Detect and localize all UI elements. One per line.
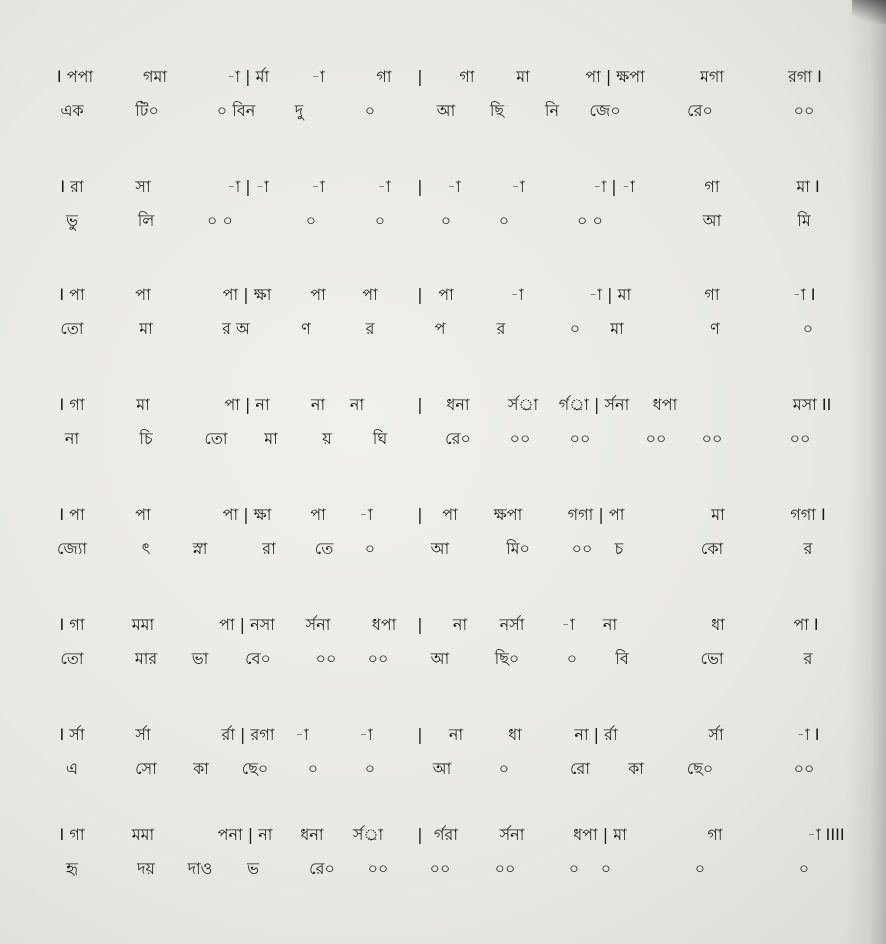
notation-row-3	[0, 280, 886, 390]
swara-line	[0, 610, 886, 640]
swara-line	[0, 172, 886, 202]
lyric-syllable: আ	[436, 101, 456, 120]
swara-note: I পা	[59, 285, 85, 304]
lyric-syllable: ০	[364, 101, 376, 120]
swara-note: র্সা	[135, 725, 151, 744]
lyric-syllable: ভা	[191, 649, 209, 668]
swara-note: -া	[359, 505, 373, 524]
lyric-syllable: ০০	[494, 859, 516, 878]
lyric-syllable: মি	[797, 211, 811, 230]
swara-note: পা	[310, 285, 326, 304]
swara-note: পা | না	[224, 395, 270, 414]
lyric-line	[0, 534, 886, 564]
lyric-syllable: চি	[139, 429, 153, 448]
swara-note: গমা	[142, 67, 168, 86]
swara-note: পা	[310, 505, 326, 524]
lyric-syllable: না	[64, 429, 80, 448]
bar-line: |	[417, 615, 423, 634]
swara-note: না | র্রা	[574, 725, 618, 744]
swara-note: গগা | পা	[567, 505, 625, 524]
notation-row-1	[0, 62, 886, 172]
bar-line: |	[417, 395, 423, 414]
lyric-syllable: রা	[262, 539, 276, 558]
swara-line	[0, 390, 886, 420]
lyric-syllable: ভো	[700, 649, 724, 668]
swara-note: -া I	[796, 725, 820, 744]
lyric-syllable: টি০	[135, 101, 159, 120]
lyric-syllable: ০০	[509, 429, 531, 448]
notation-row-4	[0, 390, 886, 500]
lyric-syllable: জে০	[589, 101, 621, 120]
lyric-syllable: ভ	[247, 859, 259, 878]
bar-line: |	[417, 725, 423, 744]
swara-note: র্সনা	[305, 615, 331, 634]
lyric-syllable: য়	[322, 429, 332, 448]
lyric-syllable: ০০	[789, 429, 811, 448]
lyric-syllable: ০	[305, 211, 317, 230]
swara-note: ধপা	[371, 615, 397, 634]
swara-note: গা	[707, 825, 723, 844]
lyric-syllable: বি	[615, 649, 629, 668]
bar-line: |	[417, 825, 423, 844]
lyric-syllable: ০০	[315, 649, 337, 668]
notation-row-6	[0, 610, 886, 720]
swara-line	[0, 500, 886, 530]
lyric-syllable: ছি০	[494, 649, 520, 668]
swara-note: পা | ক্ষা	[222, 285, 272, 304]
lyric-syllable: ০	[694, 859, 706, 878]
lyric-syllable: ঘি	[372, 429, 388, 448]
lyric-syllable: ০	[568, 859, 580, 878]
swara-note: পা	[438, 285, 454, 304]
lyric-syllable: দয়	[137, 859, 155, 878]
swara-note: পা | নসা	[219, 615, 275, 634]
swara-line	[0, 820, 886, 850]
lyric-syllable: ৎ	[141, 539, 151, 558]
swara-note: নর্সা	[499, 615, 525, 634]
swara-note: রগা I	[788, 67, 822, 86]
lyric-syllable: মি০	[506, 539, 530, 558]
swara-note: ধা	[711, 615, 725, 634]
lyric-syllable: ০০	[429, 859, 451, 878]
lyric-syllable: ণ	[710, 319, 720, 338]
lyric-syllable: ০০	[569, 429, 591, 448]
swara-note: না	[452, 615, 468, 634]
lyric-syllable: ০	[440, 211, 452, 230]
swara-note: I পা	[59, 505, 85, 524]
swara-note: মসা II	[792, 395, 832, 414]
lyric-syllable: আ	[430, 539, 450, 558]
swara-note: পা	[442, 505, 458, 524]
lyric-syllable: রো	[570, 759, 590, 778]
swara-note: গগা I	[790, 505, 826, 524]
lyric-syllable: তো	[60, 649, 84, 668]
swara-note: -া	[359, 725, 373, 744]
swara-note: সা	[135, 177, 151, 196]
lyric-syllable: র অ	[222, 319, 250, 338]
swara-note: পা | ক্ষপা	[585, 67, 645, 86]
swara-note: পা I	[793, 615, 819, 634]
swara-note: -া IIII	[807, 825, 845, 844]
swara-note: মমা	[131, 615, 155, 634]
swara-note: গা	[704, 285, 720, 304]
lyric-syllable: ০	[307, 759, 319, 778]
lyric-syllable: ০	[498, 211, 510, 230]
swara-note: র্সা	[708, 725, 724, 744]
lyric-syllable: ছে০	[241, 759, 269, 778]
swara-line	[0, 720, 886, 750]
swara-note: গা	[376, 67, 392, 86]
swara-note: পা	[362, 285, 378, 304]
swara-note: -া	[561, 615, 575, 634]
swara-note: -া	[511, 177, 525, 196]
swara-note: ধা	[508, 725, 522, 744]
lyric-syllable: ০০	[793, 101, 815, 120]
swara-note: ধনা	[300, 825, 324, 844]
lyric-syllable: জ্যো	[56, 539, 88, 558]
notation-row-2	[0, 172, 886, 282]
lyric-syllable: ভু	[66, 211, 78, 230]
lyric-syllable: মা	[610, 319, 624, 338]
lyric-syllable: বে০	[245, 649, 271, 668]
swara-note: -া | মা	[588, 285, 632, 304]
swara-line	[0, 62, 886, 92]
swara-note: -া	[447, 177, 461, 196]
lyric-syllable: ০	[798, 859, 810, 878]
swara-note: ধপা	[652, 395, 678, 414]
lyric-syllable: ০০	[571, 539, 593, 558]
lyric-syllable: এ	[65, 759, 79, 778]
swara-note: না	[602, 615, 618, 634]
lyric-syllable: ০	[802, 319, 814, 338]
lyric-syllable: স্না	[192, 539, 208, 558]
notation-row-7	[0, 720, 886, 830]
notation-row-5	[0, 500, 886, 610]
swara-note: -া	[295, 725, 309, 744]
swara-note: ধপা | মা	[573, 825, 627, 844]
swara-note: -া	[311, 177, 325, 196]
lyric-syllable: ছে০	[686, 759, 714, 778]
lyric-syllable: ০ ০	[577, 211, 603, 230]
swara-note: গা	[704, 177, 720, 196]
swara-note: পা | ক্ষা	[222, 505, 272, 524]
swara-note: -া | -া	[593, 177, 635, 196]
lyric-syllable: চ	[614, 539, 624, 558]
bar-line: |	[417, 505, 423, 524]
swara-note: না	[349, 395, 365, 414]
lyric-syllable: ০	[364, 759, 376, 778]
swara-note: র্গর্া | র্সনা	[558, 395, 630, 414]
lyric-syllable: ছি	[489, 101, 505, 120]
lyric-syllable: আ	[432, 759, 452, 778]
lyric-syllable: রে০	[309, 859, 335, 878]
lyric-syllable: এক	[60, 101, 84, 120]
swara-note: -া | র্মা	[226, 67, 270, 86]
lyric-syllable: মার	[134, 649, 158, 668]
swara-note: ধনা	[446, 395, 470, 414]
lyric-syllable: ০	[600, 859, 612, 878]
lyric-syllable: ০০	[701, 429, 723, 448]
swara-note: র্গরা	[434, 825, 458, 844]
lyric-syllable: ০ ০	[207, 211, 233, 230]
lyric-syllable: ০ বিন	[216, 101, 256, 120]
swara-line	[0, 280, 886, 310]
lyric-syllable: ০	[566, 649, 578, 668]
lyric-syllable: ০	[364, 539, 376, 558]
bar-line: |	[417, 67, 423, 86]
lyric-line	[0, 314, 886, 344]
swara-note: I র্সা	[59, 725, 85, 744]
swara-note: I গা	[59, 395, 85, 414]
swara-note: I পপা	[56, 67, 94, 86]
lyric-syllable: তো	[204, 429, 228, 448]
swara-note: র্সর্া	[352, 825, 384, 844]
lyric-line	[0, 644, 886, 674]
swara-note: না	[448, 725, 464, 744]
lyric-syllable: কো	[700, 539, 724, 558]
lyric-syllable: ০০	[793, 759, 815, 778]
lyric-syllable: কা	[193, 759, 209, 778]
swara-note: মা	[711, 505, 725, 524]
swara-note: না	[310, 395, 326, 414]
lyric-syllable: সো	[135, 759, 157, 778]
page-corner-shadow	[852, 0, 886, 24]
swara-note: I গা	[59, 825, 85, 844]
lyric-syllable: ০০	[367, 859, 389, 878]
swara-note: মমা	[131, 825, 155, 844]
lyric-syllable: ০	[498, 759, 510, 778]
lyric-syllable: র	[496, 319, 506, 338]
swara-note: ক্ষপা	[493, 505, 523, 524]
swara-note: র্রা | রগা	[221, 725, 275, 744]
swara-note: -া	[377, 177, 391, 196]
swara-note: মগা	[699, 67, 725, 86]
swara-note: I গা	[59, 615, 85, 634]
lyric-syllable: আ	[430, 649, 450, 668]
lyric-syllable: দাও	[187, 859, 213, 878]
lyric-syllable: ০০	[367, 649, 389, 668]
lyric-line	[0, 424, 886, 454]
swara-note: মা	[136, 395, 150, 414]
lyric-syllable: দু	[294, 101, 304, 120]
swara-note: -া	[311, 67, 325, 86]
bar-line: |	[417, 285, 423, 304]
lyric-syllable: হৃ	[66, 859, 78, 878]
lyric-syllable: ০০	[645, 429, 667, 448]
lyric-syllable: ০	[374, 211, 386, 230]
lyric-syllable: ০	[569, 319, 581, 338]
swara-note: পনা | না	[217, 825, 273, 844]
lyric-syllable: প	[434, 319, 446, 338]
lyric-syllable: নি	[544, 101, 560, 120]
lyric-syllable: তে	[314, 539, 334, 558]
lyric-syllable: মা	[264, 429, 278, 448]
lyric-syllable: মা	[139, 319, 153, 338]
lyric-syllable: রে০	[445, 429, 471, 448]
lyric-syllable: ণ	[301, 319, 311, 338]
lyric-syllable: তো	[60, 319, 84, 338]
swara-note: -া | -া	[227, 177, 269, 196]
swara-note: I রা	[60, 177, 84, 196]
swara-note: গা	[459, 67, 475, 86]
lyric-syllable: র	[365, 319, 375, 338]
lyric-syllable: কা	[628, 759, 644, 778]
lyric-line	[0, 754, 886, 784]
swara-note: পা	[135, 505, 151, 524]
swara-note: -া I	[792, 285, 816, 304]
swara-note: র্সনা	[499, 825, 525, 844]
bar-line: |	[417, 177, 423, 196]
lyric-syllable: র	[803, 649, 813, 668]
lyric-syllable: লি	[137, 211, 155, 230]
notation-row-8	[0, 820, 886, 930]
swara-note: র্সর্া	[507, 395, 539, 414]
swara-note: মা	[516, 67, 530, 86]
lyric-line	[0, 96, 886, 126]
swara-note: পা	[135, 285, 151, 304]
swara-note: -া	[510, 285, 524, 304]
lyric-syllable: আ	[702, 211, 722, 230]
lyric-syllable: র	[803, 539, 813, 558]
lyric-line	[0, 854, 886, 884]
lyric-syllable: রে০	[687, 101, 713, 120]
lyric-line	[0, 206, 886, 236]
swara-note: মা I	[796, 177, 820, 196]
